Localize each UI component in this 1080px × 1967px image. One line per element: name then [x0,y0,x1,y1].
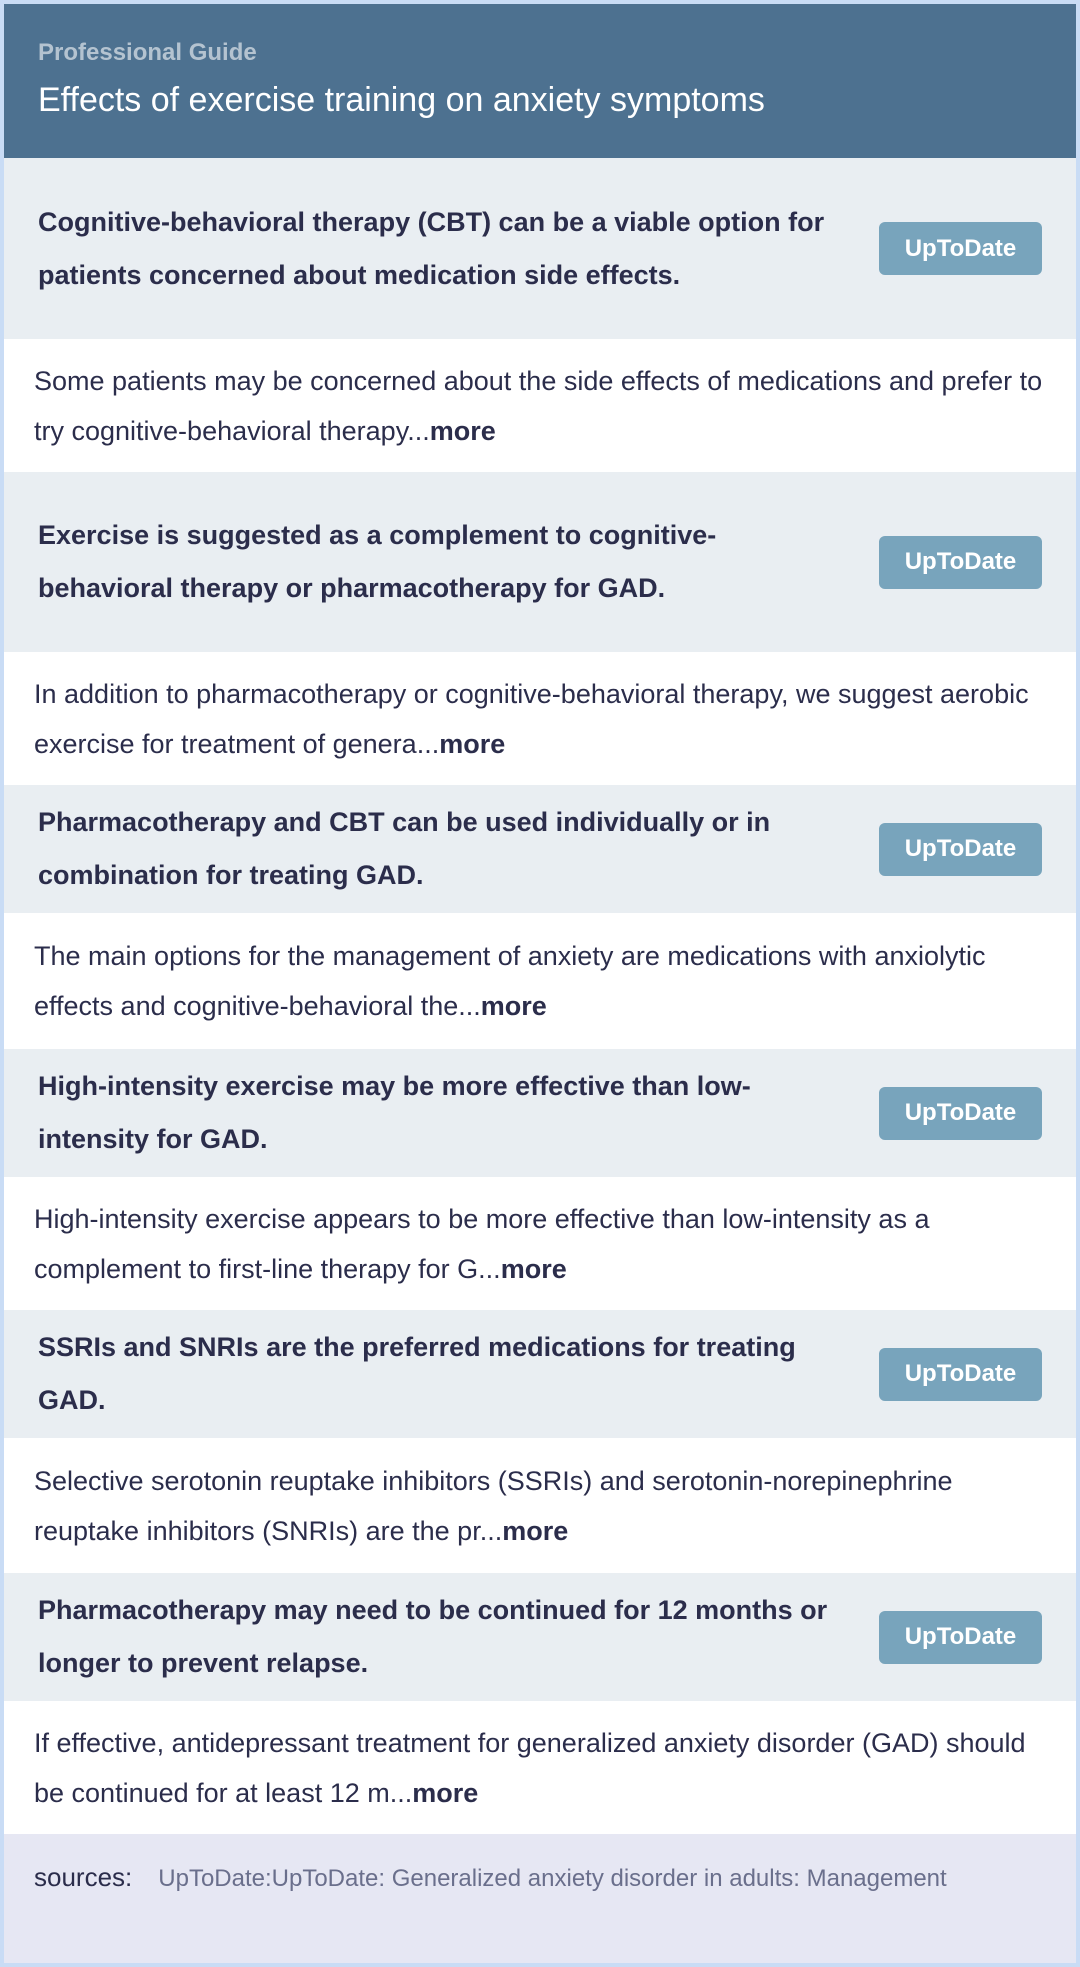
finding-heading-text: Pharmacotherapy and CBT can be used individually or in combination for treating GAD. [38,807,771,890]
finding-summary [4,1701,1076,1834]
finding-heading [4,1049,1076,1177]
uptodate-source-button[interactable]: UpToDate [879,823,1042,876]
finding-summary [4,339,1076,472]
summary-text: Selective serotonin reuptake inhibitors (SSRIs) and serotonin-norepinephrine reuptake inhibitors (SNRIs) are the pr... [34,1465,953,1546]
uptodate-source-button[interactable]: UpToDate [879,222,1042,275]
summary-text: High-intensity exercise appears to be more effective than low-intensity as a complement to first-line therapy for G... [34,1203,930,1284]
professional-guide-card [4,4,1076,1963]
summary-text: If effective, antidepressant treatment for generalized anxiety disorder (GAD) should be continued for at least 12 m... [34,1727,1026,1808]
finding-heading-text: High-intensity exercise may be more effective than low-intensity for GAD. [38,1071,751,1154]
finding-heading-text: Exercise is suggested as a complement to cognitive-behavioral therapy or pharmacotherapy for GAD. [38,520,717,603]
more-link[interactable]: more [502,1515,569,1546]
more-link[interactable]: more [429,415,496,446]
finding-summary [4,1177,1076,1310]
sources-footer [4,1834,1076,1963]
summary-text: In addition to pharmacotherapy or cognitive-behavioral therapy, we suggest aerobic exercise for treatment of genera... [34,678,1029,759]
uptodate-source-button[interactable]: UpToDate [879,1348,1042,1401]
finding-summary [4,652,1076,785]
more-link[interactable]: more [480,991,547,1021]
finding-heading [4,785,1076,913]
finding-heading [4,472,1076,652]
uptodate-source-button[interactable]: UpToDate [879,1087,1042,1140]
more-link[interactable]: more [439,728,506,759]
finding-heading [4,1310,1076,1438]
more-link[interactable]: more [412,1777,479,1808]
guide-subtitle: Professional Guide [38,39,257,66]
summary-text: The main options for the management of anxiety are medications with anxiolytic effects and cognitive-behavioral the... [34,941,986,1021]
finding-heading-text: Pharmacotherapy may need to be continued for 12 months or longer to prevent relapse. [38,1595,828,1678]
guide-header [4,4,1076,158]
more-link[interactable]: more [500,1253,567,1284]
finding-summary [4,1438,1076,1573]
uptodate-source-button[interactable]: UpToDate [879,536,1042,589]
sources-link[interactable]: UpToDate:UpToDate: Generalized anxiety disorder in adults: Management [158,1865,947,1892]
sources-label: sources: [34,1862,133,1892]
finding-heading-text: Cognitive-behavioral therapy (CBT) can be a viable option for patients concerned about medication side effects. [38,206,825,290]
finding-summary [4,913,1076,1049]
finding-heading [4,158,1076,339]
summary-text: Some patients may be concerned about the side effects of medications and prefer to try cognitive-behavioral therapy... [34,365,1043,446]
finding-heading-text: SSRIs and SNRIs are the preferred medications for treating GAD. [38,1332,796,1415]
uptodate-source-button[interactable]: UpToDate [879,1611,1042,1664]
finding-heading [4,1573,1076,1701]
guide-title: Effects of exercise training on anxiety symptoms [38,81,765,119]
